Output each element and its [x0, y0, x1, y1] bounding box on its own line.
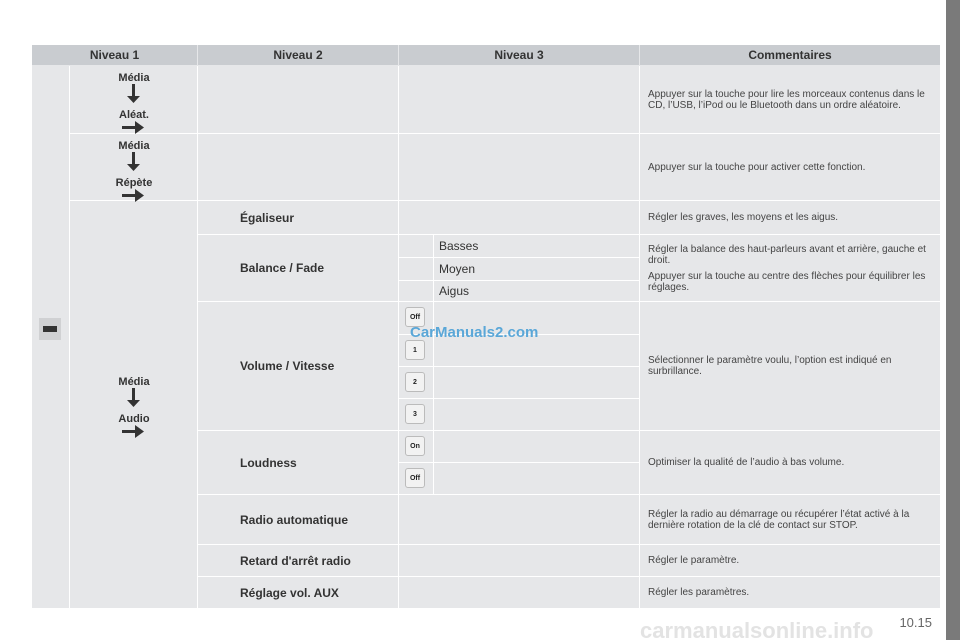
arrow-down-icon: [70, 152, 198, 172]
equalizer-label: Égaliseur: [240, 210, 295, 225]
badge-off: Off: [405, 468, 425, 488]
arrow-right-icon: [70, 121, 198, 135]
nav-media-repeat: [70, 140, 198, 208]
header-commentaires: Commentaires: [640, 45, 940, 65]
nav-media-audio: [70, 376, 198, 444]
comment-balance: Régler la balance des haut-parleurs avant et arrière, gauche et droit. Appuyer sur la touche au centre des flèches pour équilibrer les réglages.: [648, 243, 926, 293]
nav-media-random: [70, 72, 198, 140]
arrow-right-icon: [70, 425, 198, 439]
header-niveau-1: Niveau 1: [32, 45, 197, 65]
comment-loudness: Optimiser la qualité de l’audio à bas volume.: [648, 457, 845, 468]
badge-3: 3: [405, 404, 425, 424]
comment-radio-delay: Régler le paramètre.: [648, 555, 740, 566]
comment-repeat: Appuyer sur la touche pour activer cette fonction.: [648, 161, 866, 173]
header-niveau-2: Niveau 2: [198, 45, 398, 65]
option-basses: Basses: [439, 239, 479, 253]
watermark: CarManuals2.com: [410, 324, 539, 341]
arrow-down-icon: [70, 84, 198, 104]
action-label: Aléat.: [119, 109, 149, 121]
option-aigus: Aigus: [439, 284, 470, 298]
media-label: Média: [118, 72, 150, 84]
page-number: 10.15: [899, 615, 932, 630]
badge-off: Off: [405, 307, 425, 327]
comment-equalizer: Régler les graves, les moyens et les aigus.: [648, 212, 839, 223]
comment-radio-auto: Régler la radio au démarrage ou récupérer l’état activé à la dernière rotation de la clé de contact sur STOP.: [648, 508, 910, 531]
aux-label: Réglage vol. AUX: [240, 585, 339, 600]
media-label: Média: [118, 376, 150, 388]
badge-1: 1: [405, 340, 425, 360]
comment-random: Appuyer sur la touche pour lire les morceaux contenus dans le CD, l’USB, l’iPod ou le Bluetooth dans un ordre aléatoire.: [648, 88, 925, 111]
side-tab: [946, 0, 960, 640]
radio-delay-label: Retard d'arrêt radio: [240, 553, 351, 568]
badge-2: 2: [405, 372, 425, 392]
minus-key-icon: [39, 318, 61, 340]
volume-label: Volume / Vitesse: [240, 359, 335, 373]
option-moyen: Moyen: [439, 262, 476, 276]
footer-watermark: carmanualsonline.info: [640, 618, 874, 643]
comment-volume: Sélectionner le paramètre voulu, l’option est indiqué en surbrillance.: [648, 355, 892, 377]
comment-aux: Régler les paramètres.: [648, 587, 750, 598]
loudness-label: Loudness: [240, 455, 297, 470]
header-niveau-3: Niveau 3: [399, 45, 639, 65]
media-label: Média: [118, 140, 150, 152]
action-label: Audio: [118, 413, 150, 425]
badge-on: On: [405, 436, 425, 456]
action-label: Répète: [115, 177, 153, 189]
arrow-right-icon: [70, 189, 198, 203]
arrow-down-icon: [70, 388, 198, 408]
radio-auto-label: Radio automatique: [240, 512, 349, 527]
balance-label: Balance / Fade: [240, 261, 325, 275]
